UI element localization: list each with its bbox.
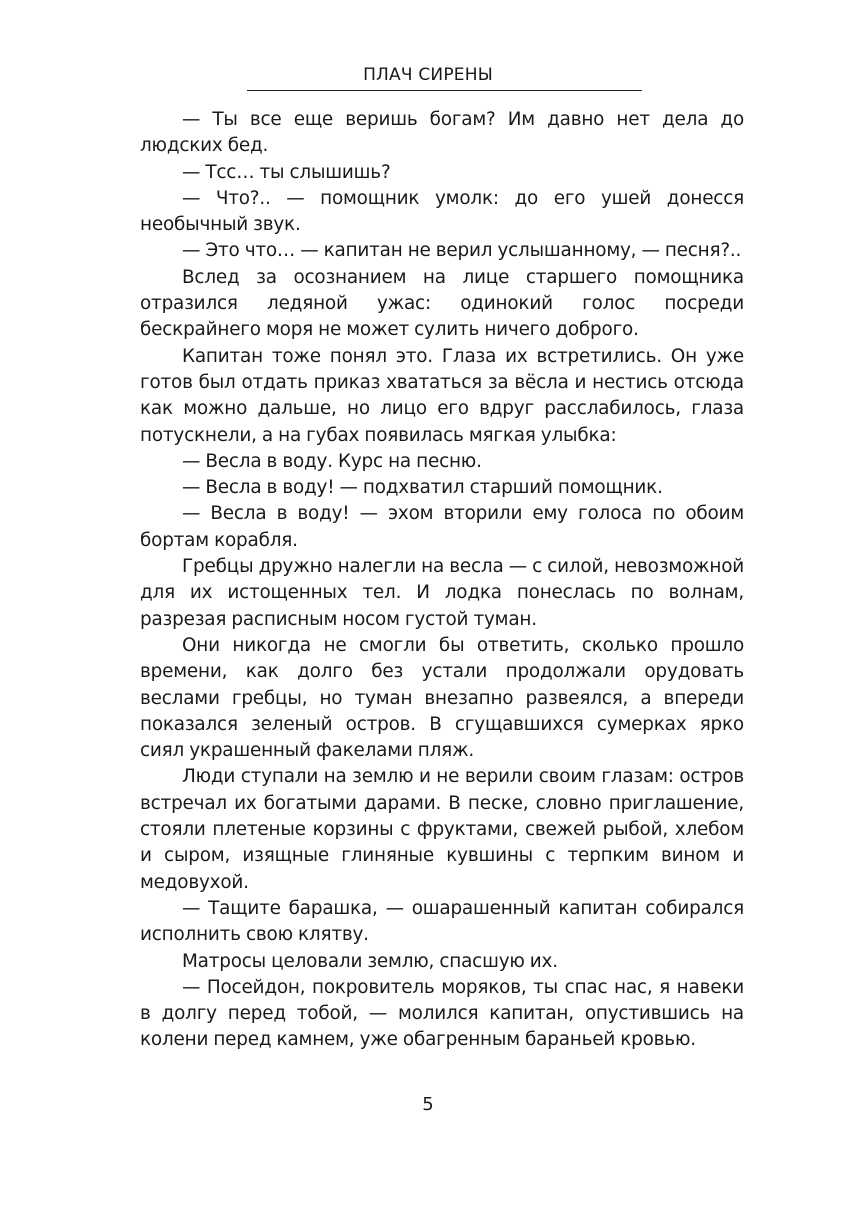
paragraph: Вслед за осознанием на лице старшего помощника отразился ледяной ужас: одинокий голос посреди бескрайнего моря не может сулить ничего доброго. [140, 266, 744, 341]
paragraph: Матросы целовали землю, спасшую их. [182, 950, 558, 972]
paragraph: — Весла в воду! — эхом вторили ему голоса по обоим бортам корабля. [140, 503, 744, 551]
header-rule [247, 90, 642, 91]
paragraph: Люди ступали на землю и не верили своим глазам: остров встречал их богатыми дарами. В песке, словно приглашение, стояли плетеные корзины с фруктами, свежей рыбой, хлебом и сыром, изящные глиняные кувшины с терпким вином и медовухой. [140, 766, 744, 893]
paragraph: — Тсс… ты слышишь? [182, 161, 391, 183]
running-head [0, 64, 856, 86]
running-title: ПЛАЧ СИРЕНЫ [363, 65, 493, 85]
text-body [140, 107, 744, 1054]
paragraph: — Что?.. — помощник умолк: до его ушей донесся необычный звук. [140, 187, 744, 236]
paragraph: Они никогда не смогли бы ответить, сколько прошло времени, как долго без устали продолжали орудовать веслами гребцы, но туман внезапно развеялся, а впереди показался зеленый остров. В сгущавшихся сумерках ярко сиял украшенный факелами пляж. [140, 634, 744, 762]
paragraph: Гребцы дружно налегли на весла — с силой, невозможной для их истощенных тел. И лодка понеслась по волнам, разрезая расписным носом густой туман. [140, 556, 744, 630]
page-number: 5 [422, 1094, 434, 1115]
paragraph: — Посейдон, покровитель моряков, ты спас нас, я навеки в долгу перед тобой, — молился капитан, опустившись на колени перед камнем, уже обагренным бараньей кровью. [140, 976, 744, 1051]
paragraph: — Весла в воду. Курс на песню. [182, 450, 482, 472]
paragraph: — Это что… — капитан не верил услышанному, — песня?.. [182, 240, 742, 262]
paragraph: Капитан тоже понял это. Глаза их встретились. Он уже готов был отдать приказ хвататься за вёсла и нестись отсюда как можно дальше, но лицо его вдруг расслабилось, глаза потускнели, а на губах появилась мягкая улыбка: [140, 345, 744, 446]
paragraph: — Весла в воду! — подхватил старший помощник. [182, 477, 663, 499]
paragraph: — Тащите барашка, — ошарашенный капитан собирался исполнить свою клятву. [140, 897, 744, 946]
paragraph: — Ты все еще веришь богам? Им давно нет дела до людских бед. [140, 109, 744, 157]
